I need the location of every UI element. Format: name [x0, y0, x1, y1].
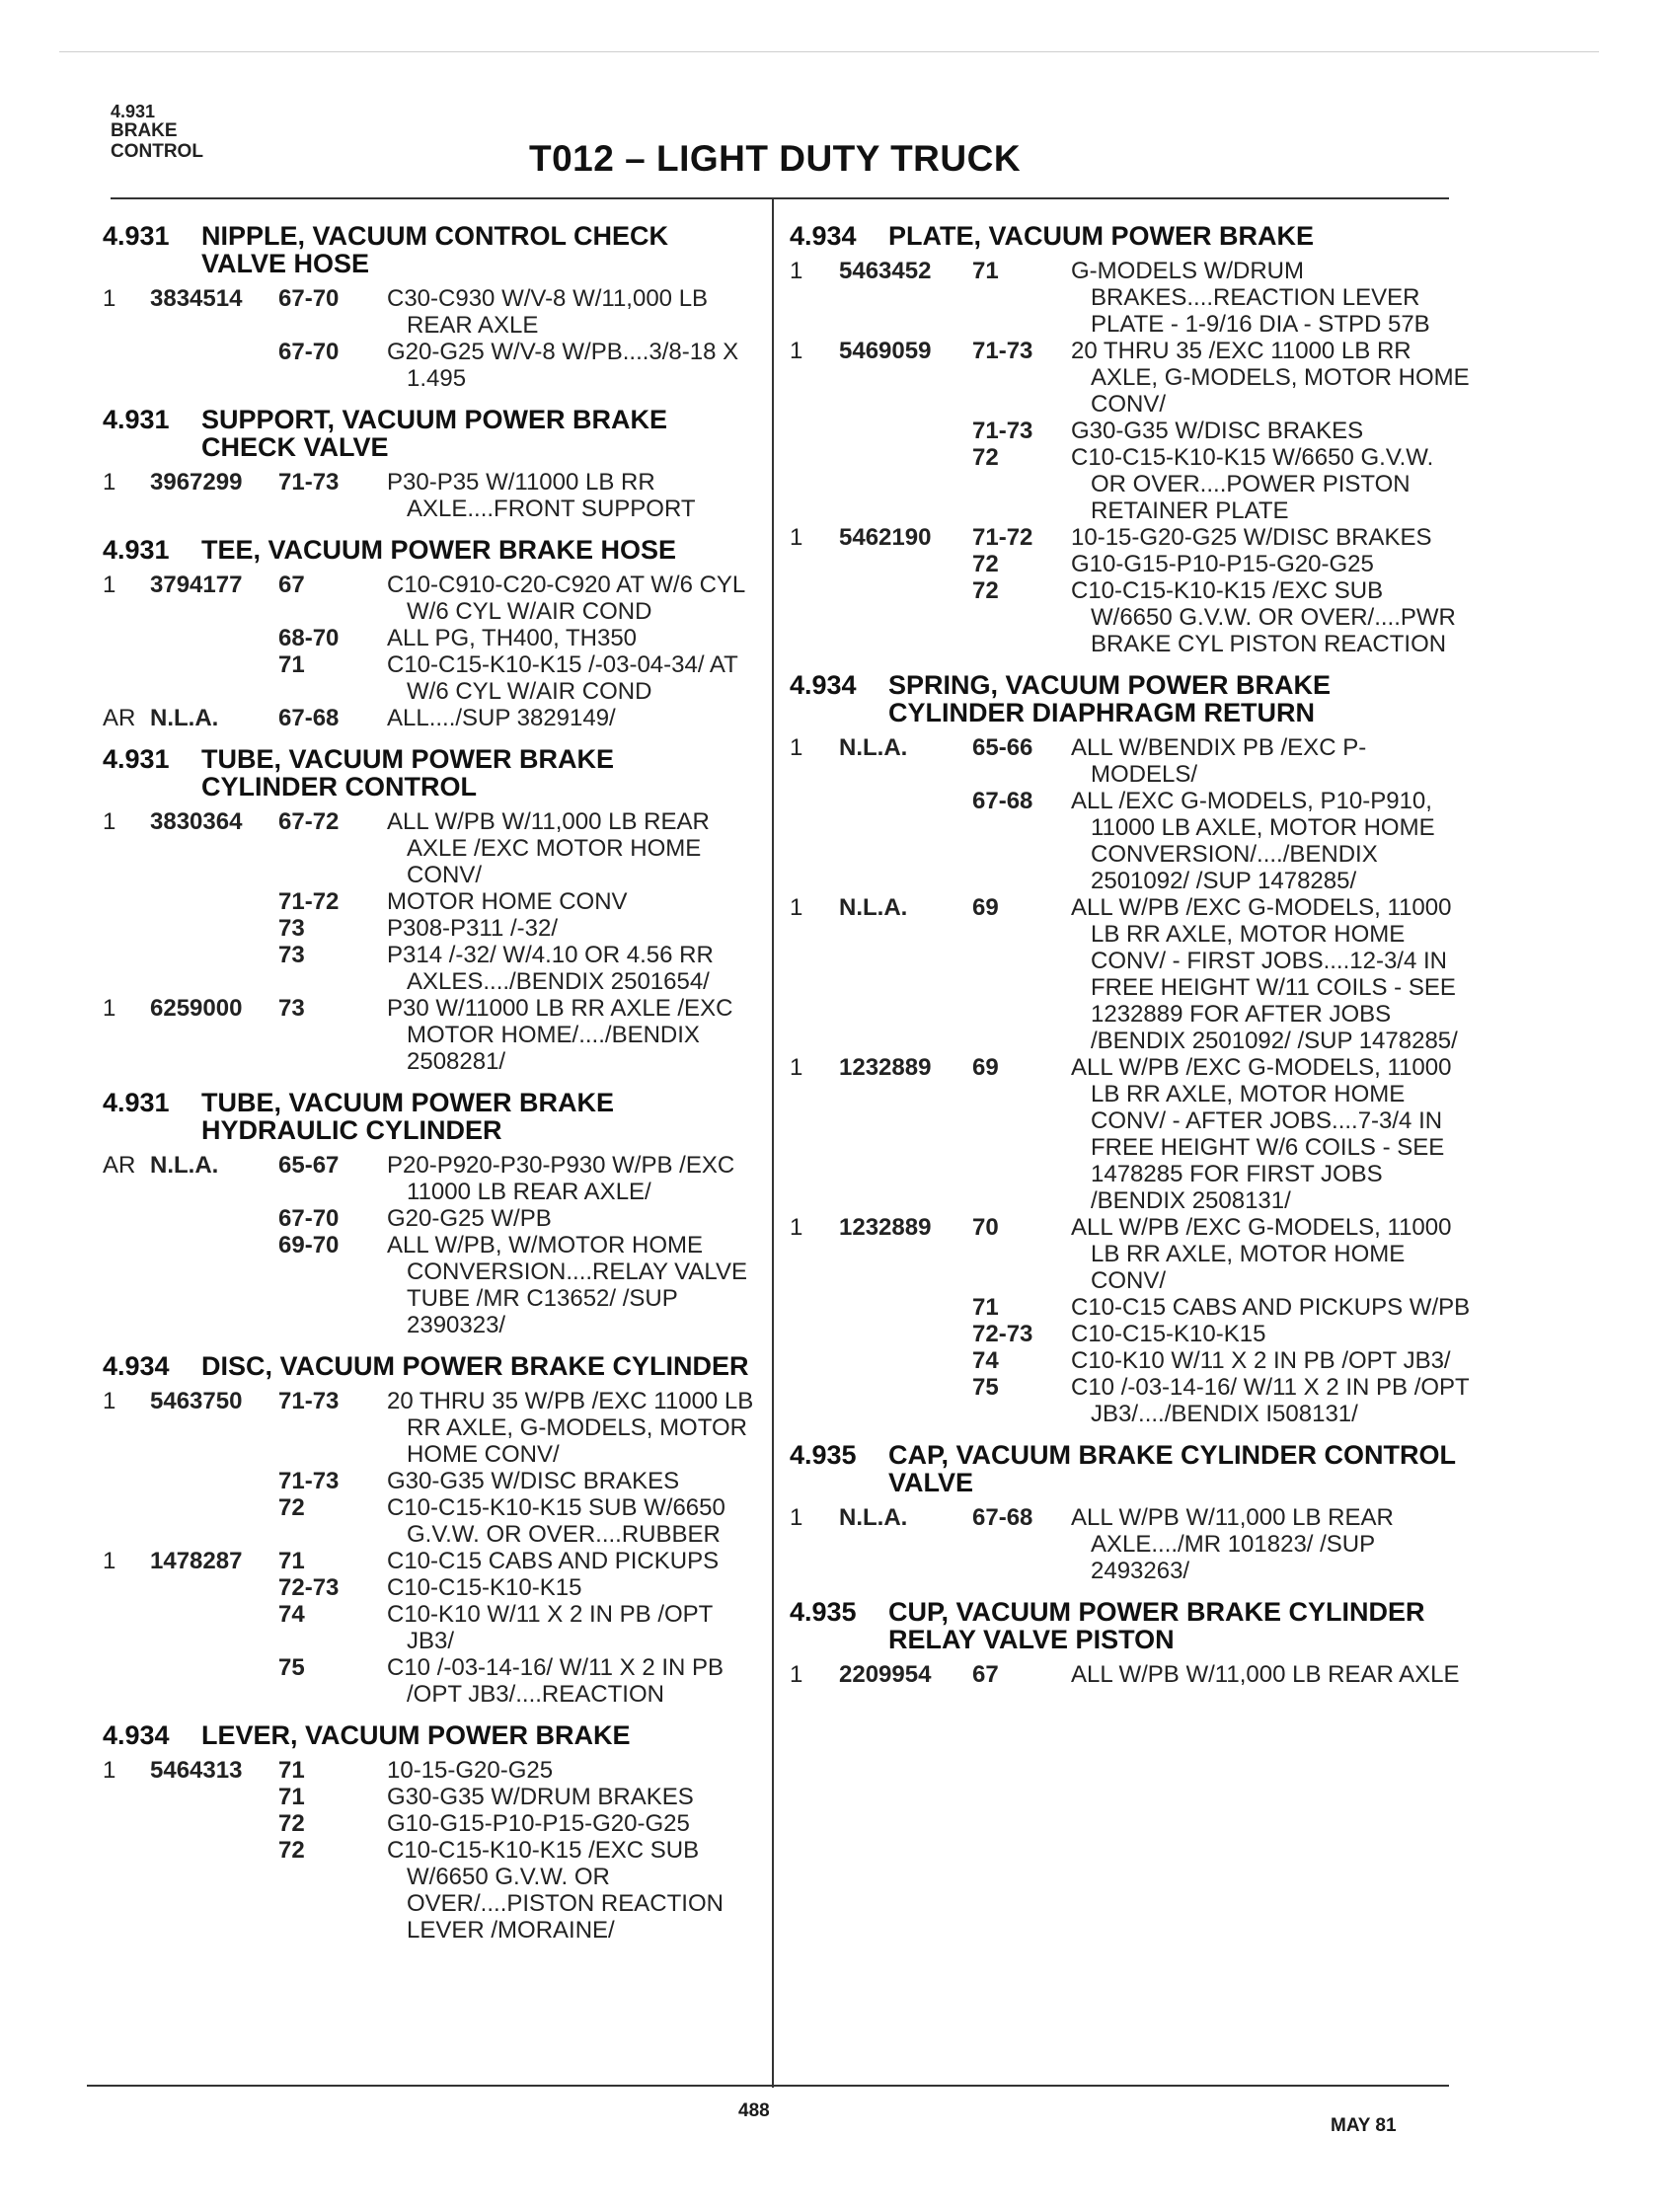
group-title: TEE, VACUUM POWER BRAKE HOSE	[201, 535, 677, 565]
part-number-cell: 5463750	[150, 1388, 243, 1414]
qty-cell: 1	[790, 258, 803, 284]
part-row	[103, 995, 754, 1075]
page-number: 488	[738, 2100, 770, 2121]
part-row	[790, 1347, 1471, 1374]
description-cell: P314 /-32/ W/4.10 OR 4.56 RR AXLES..../BENDIX 2501654/	[387, 942, 714, 995]
qty-cell	[103, 1574, 150, 1601]
group-code: 4.934	[790, 221, 857, 251]
part-row	[790, 1214, 1471, 1294]
part-number-cell	[150, 651, 278, 705]
part-number-cell: 3794177	[150, 572, 243, 598]
parts-group	[103, 1352, 754, 1708]
left-column	[103, 222, 754, 1957]
group-code: 4.931	[103, 221, 170, 251]
part-row	[790, 1661, 1471, 1688]
part-number-cell	[150, 339, 278, 392]
page-title: T012 – LIGHT DUTY TRUCK	[529, 138, 1022, 179]
part-number-cell: 3830364	[150, 808, 243, 835]
part-number-cell	[150, 625, 278, 651]
part-number-cell: 5464313	[150, 1757, 243, 1784]
qty-cell	[103, 1601, 150, 1654]
years-cell: 72	[972, 551, 999, 577]
years-cell: 73	[278, 915, 305, 942]
group-title: CUP, VACUUM POWER BRAKE CYLINDER RELAY VALVE PISTON	[888, 1597, 1425, 1654]
years-cell: 72	[972, 444, 999, 471]
qty-cell	[790, 1374, 839, 1427]
qty-cell: 1	[103, 1757, 116, 1784]
years-cell: 74	[972, 1347, 999, 1374]
part-row	[790, 444, 1471, 524]
part-number-cell	[839, 788, 972, 894]
qty-cell	[103, 1810, 150, 1837]
qty-cell	[790, 444, 839, 524]
part-number-cell	[150, 1837, 278, 1944]
group-code: 4.935	[790, 1440, 857, 1470]
part-number-cell: N.L.A.	[839, 894, 908, 921]
description-cell: P308-P311 /-32/	[387, 915, 559, 942]
qty-cell: 1	[103, 1548, 116, 1574]
description-cell: ALL W/PB W/11,000 LB REAR AXLE	[1071, 1661, 1460, 1688]
part-number-cell: 1232889	[839, 1214, 932, 1241]
part-row	[103, 1810, 754, 1837]
description-cell: 10-15-G20-G25	[387, 1757, 554, 1784]
column-divider	[772, 197, 774, 2088]
part-row	[790, 1294, 1471, 1321]
description-cell: MOTOR HOME CONV	[387, 888, 628, 915]
part-row	[103, 572, 754, 625]
group-title: SPRING, VACUUM POWER BRAKE CYLINDER DIAPHRAGM RETURN	[888, 670, 1332, 727]
parts-group	[103, 1089, 754, 1338]
years-cell: 71-72	[972, 524, 1033, 551]
part-number-cell	[150, 1784, 278, 1810]
description-cell: ALL..../SUP 3829149/	[387, 705, 616, 731]
group-header	[790, 1441, 1471, 1496]
years-cell: 72	[278, 1810, 305, 1837]
part-number-cell	[839, 418, 972, 444]
qty-cell: AR	[103, 705, 136, 731]
part-number-cell	[839, 1374, 972, 1427]
qty-cell	[103, 1205, 150, 1232]
qty-cell	[103, 888, 150, 915]
description-cell: ALL W/BENDIX PB /EXC P-MODELS/	[1071, 734, 1367, 788]
years-cell: 71	[278, 1784, 305, 1810]
part-row	[103, 1784, 754, 1810]
years-cell: 69-70	[278, 1232, 340, 1259]
part-row	[103, 1468, 754, 1494]
qty-cell	[103, 1468, 150, 1494]
qty-cell: AR	[103, 1152, 136, 1179]
group-title: PLATE, VACUUM POWER BRAKE	[888, 221, 1314, 251]
part-row	[790, 524, 1471, 551]
group-code: 4.935	[790, 1597, 857, 1627]
parts-group	[103, 222, 754, 392]
group-code: 4.931	[103, 405, 170, 434]
years-cell: 69	[972, 894, 999, 921]
group-header	[790, 1598, 1471, 1653]
years-cell: 67-68	[972, 788, 1033, 814]
description-cell: ALL W/PB /EXC G-MODELS, 11000 LB RR AXLE, MOTOR HOME CONV/ - FIRST JOBS....12-3/4 IN FREE HEIGHT W/11 COILS - SEE 1232889 FOR AFTER JOBS /BENDIX 2501092/ /SUP 1478285/	[1071, 894, 1458, 1054]
part-number-cell	[150, 1205, 278, 1232]
qty-cell: 1	[790, 1054, 803, 1081]
description-cell: C30-C930 W/V-8 W/11,000 LB REAR AXLE	[387, 285, 709, 339]
description-cell: C10-C910-C20-C920 AT W/6 CYL W/6 CYL W/AIR COND	[387, 572, 745, 625]
years-cell: 67-70	[278, 1205, 340, 1232]
group-header	[790, 222, 1471, 250]
description-cell: C10-C15 CABS AND PICKUPS	[387, 1548, 720, 1574]
part-row	[103, 625, 754, 651]
part-row	[103, 285, 754, 339]
part-number-cell	[150, 1654, 278, 1708]
part-row	[790, 1321, 1471, 1347]
part-number-cell	[150, 1574, 278, 1601]
group-title: SUPPORT, VACUUM POWER BRAKE CHECK VALVE	[201, 405, 668, 462]
part-row	[103, 1757, 754, 1784]
years-cell: 67-72	[278, 808, 340, 835]
years-cell: 71-73	[278, 1388, 340, 1414]
qty-cell	[103, 1784, 150, 1810]
description-cell: C10-C15-K10-K15 /EXC SUB W/6650 G.V.W. OR OVER/....PWR BRAKE CYL PISTON REACTION	[1071, 577, 1456, 657]
qty-cell: 1	[103, 469, 116, 496]
section-name-line1: BRAKE	[111, 120, 178, 141]
part-row	[103, 1837, 754, 1944]
years-cell: 74	[278, 1601, 305, 1628]
part-number-cell: N.L.A.	[150, 1152, 219, 1179]
part-row	[103, 1654, 754, 1708]
group-code: 4.934	[103, 1351, 170, 1381]
part-row	[790, 1374, 1471, 1427]
years-cell: 71-72	[278, 888, 340, 915]
years-cell: 72	[278, 1837, 305, 1864]
qty-cell: 1	[790, 1661, 803, 1688]
years-cell: 71	[278, 1548, 305, 1574]
qty-cell	[790, 1294, 839, 1321]
description-cell: ALL W/PB W/11,000 LB REAR AXLE /EXC MOTOR HOME CONV/	[387, 808, 710, 888]
qty-cell: 1	[790, 1214, 803, 1241]
description-cell: C10 /-03-14-16/ W/11 X 2 IN PB /OPT JB3/....REACTION	[387, 1654, 725, 1708]
part-number-cell	[839, 1347, 972, 1374]
description-cell: G30-G35 W/DISC BRAKES	[387, 1468, 680, 1494]
part-number-cell: 5463452	[839, 258, 932, 284]
parts-group	[790, 222, 1471, 657]
description-cell: C10-C15-K10-K15 /-03-04-34/ AT W/6 CYL W/AIR COND	[387, 651, 738, 705]
part-row	[103, 1494, 754, 1548]
description-cell: ALL W/PB, W/MOTOR HOME CONVERSION....RELAY VALVE TUBE /MR C13652/ /SUP 2390323/	[387, 1232, 747, 1338]
qty-cell	[103, 1494, 150, 1548]
part-row	[790, 577, 1471, 657]
years-cell: 71-73	[278, 1468, 340, 1494]
group-title: TUBE, VACUUM POWER BRAKE HYDRAULIC CYLINDER	[201, 1088, 614, 1145]
qty-cell	[103, 1232, 150, 1338]
years-cell: 71	[972, 1294, 999, 1321]
years-cell: 71	[278, 1757, 305, 1784]
description-cell: ALL /EXC G-MODELS, P10-P910, 11000 LB AXLE, MOTOR HOME CONVERSION/..../BENDIX 2501092/ /SUP 1478285/	[1071, 788, 1435, 894]
group-header	[103, 1352, 754, 1380]
years-cell: 73	[278, 995, 305, 1022]
years-cell: 67-68	[972, 1504, 1033, 1531]
qty-cell: 1	[790, 734, 803, 761]
part-row	[103, 942, 754, 995]
parts-group	[103, 536, 754, 731]
years-cell: 67-70	[278, 285, 340, 312]
parts-group	[790, 1441, 1471, 1584]
description-cell: 20 THRU 35 W/PB /EXC 11000 LB RR AXLE, G-MODELS, MOTOR HOME CONV/	[387, 1388, 754, 1468]
qty-cell: 1	[103, 285, 116, 312]
description-cell: G20-G25 W/V-8 W/PB....3/8-18 X 1.495	[387, 339, 739, 392]
part-number-cell	[150, 1468, 278, 1494]
qty-cell	[103, 1837, 150, 1944]
years-cell: 72-73	[972, 1321, 1033, 1347]
description-cell: C10-K10 W/11 X 2 IN PB /OPT JB3/	[387, 1601, 713, 1654]
description-cell: G10-G15-P10-P15-G20-G25	[387, 1810, 690, 1837]
qty-cell	[790, 1347, 839, 1374]
years-cell: 67-68	[278, 705, 340, 731]
description-cell: ALL W/PB /EXC G-MODELS, 11000 LB RR AXLE, MOTOR HOME CONV/ - AFTER JOBS....7-3/4 IN FREE HEIGHT W/6 COILS - SEE 1478285 FOR FIRST JOBS /BENDIX 2508131/	[1071, 1054, 1452, 1214]
group-title: NIPPLE, VACUUM CONTROL CHECK VALVE HOSE	[201, 221, 669, 278]
description-cell: 20 THRU 35 /EXC 11000 LB RR AXLE, G-MODELS, MOTOR HOME CONV/	[1071, 338, 1470, 418]
years-cell: 71	[972, 258, 999, 284]
section-number: 4.931	[111, 102, 156, 121]
qty-cell: 1	[790, 524, 803, 551]
part-number-cell	[839, 577, 972, 657]
qty-cell: 1	[103, 808, 116, 835]
group-code: 4.934	[103, 1720, 170, 1750]
right-column	[790, 222, 1471, 1702]
description-cell: P30 W/11000 LB RR AXLE /EXC MOTOR HOME/..../BENDIX 2508281/	[387, 995, 733, 1075]
description-cell: C10-C15 CABS AND PICKUPS W/PB	[1071, 1294, 1471, 1321]
description-cell: ALL W/PB W/11,000 LB REAR AXLE..../MR 101823/ /SUP 2493263/	[1071, 1504, 1394, 1584]
part-row	[103, 888, 754, 915]
qty-cell	[103, 339, 150, 392]
group-header	[103, 536, 754, 564]
qty-cell	[103, 625, 150, 651]
qty-cell	[790, 551, 839, 577]
qty-cell	[103, 942, 150, 995]
years-cell: 67	[972, 1661, 999, 1688]
part-row	[103, 339, 754, 392]
group-header	[103, 406, 754, 461]
part-row	[790, 788, 1471, 894]
part-number-cell	[839, 1294, 972, 1321]
part-row	[103, 1548, 754, 1574]
group-header	[103, 1721, 754, 1749]
part-row	[790, 1054, 1471, 1214]
header-rule	[111, 197, 1449, 199]
parts-group	[790, 671, 1471, 1427]
years-cell: 68-70	[278, 625, 340, 651]
part-row	[790, 338, 1471, 418]
qty-cell: 1	[790, 894, 803, 921]
part-row	[103, 915, 754, 942]
group-header	[103, 222, 754, 277]
years-cell: 65-67	[278, 1152, 340, 1179]
years-cell: 75	[278, 1654, 305, 1681]
years-cell: 65-66	[972, 734, 1033, 761]
part-row	[103, 651, 754, 705]
years-cell: 71-73	[972, 418, 1033, 444]
years-cell: 72	[972, 577, 999, 604]
part-row	[103, 1152, 754, 1205]
description-cell: C10 /-03-14-16/ W/11 X 2 IN PB /OPT JB3/..../BENDIX I508131/	[1071, 1374, 1470, 1427]
part-number-cell: 1232889	[839, 1054, 932, 1081]
years-cell: 67	[278, 572, 305, 598]
group-header	[103, 1089, 754, 1144]
group-title: DISC, VACUUM POWER BRAKE CYLINDER	[201, 1351, 749, 1381]
part-row	[103, 808, 754, 888]
description-cell: ALL PG, TH400, TH350	[387, 625, 638, 651]
part-row	[103, 469, 754, 522]
part-number-cell	[150, 942, 278, 995]
years-cell: 72-73	[278, 1574, 340, 1601]
description-cell: C10-C15-K10-K15 /EXC SUB W/6650 G.V.W. OR OVER/....PISTON REACTION LEVER /MORAINE/	[387, 1837, 724, 1944]
part-number-cell	[150, 1810, 278, 1837]
qty-cell: 1	[790, 338, 803, 364]
group-code: 4.931	[103, 1088, 170, 1117]
date-label: MAY 81	[1331, 2115, 1397, 2136]
years-cell: 67-70	[278, 339, 340, 365]
years-cell: 75	[972, 1374, 999, 1401]
description-cell: ALL W/PB /EXC G-MODELS, 11000 LB RR AXLE, MOTOR HOME CONV/	[1071, 1214, 1452, 1294]
description-cell: G20-G25 W/PB	[387, 1205, 552, 1232]
qty-cell	[103, 915, 150, 942]
part-row	[790, 734, 1471, 788]
qty-cell	[103, 651, 150, 705]
description-cell: C10-C15-K10-K15	[1071, 1321, 1266, 1347]
group-title: CAP, VACUUM BRAKE CYLINDER CONTROL VALVE	[888, 1440, 1456, 1497]
description-cell: P30-P35 W/11000 LB RR AXLE....FRONT SUPPORT	[387, 469, 696, 522]
part-number-cell	[839, 1321, 972, 1347]
years-cell: 72	[278, 1494, 305, 1521]
part-number-cell	[839, 551, 972, 577]
years-cell: 69	[972, 1054, 999, 1081]
part-row	[790, 418, 1471, 444]
group-code: 4.931	[103, 535, 170, 565]
part-number-cell: 3834514	[150, 285, 243, 312]
years-cell: 71-73	[278, 469, 340, 496]
qty-cell	[790, 577, 839, 657]
qty-cell	[790, 788, 839, 894]
part-number-cell: 6259000	[150, 995, 243, 1022]
part-row	[790, 551, 1471, 577]
years-cell: 71	[278, 651, 305, 678]
group-title: TUBE, VACUUM POWER BRAKE CYLINDER CONTROL	[201, 744, 614, 801]
description-cell: 10-15-G20-G25 W/DISC BRAKES	[1071, 524, 1432, 551]
part-row	[103, 1388, 754, 1468]
part-row	[790, 894, 1471, 1054]
years-cell: 73	[278, 942, 305, 968]
part-row	[790, 258, 1471, 338]
part-number-cell: 5462190	[839, 524, 932, 551]
description-cell: G10-G15-P10-P15-G20-G25	[1071, 551, 1374, 577]
part-number-cell	[839, 444, 972, 524]
description-cell: G30-G35 W/DISC BRAKES	[1071, 418, 1364, 444]
parts-group	[103, 1721, 754, 1944]
qty-cell: 1	[103, 1388, 116, 1414]
footer-rule	[87, 2085, 1449, 2087]
qty-cell: 1	[103, 995, 116, 1022]
group-code: 4.934	[790, 670, 857, 700]
part-row	[103, 1574, 754, 1601]
part-row	[103, 705, 754, 731]
section-name-line2: CONTROL	[111, 141, 203, 162]
part-number-cell: N.L.A.	[839, 1504, 908, 1531]
part-number-cell: N.L.A.	[150, 705, 219, 731]
part-number-cell	[150, 915, 278, 942]
qty-cell: 1	[103, 572, 116, 598]
part-row	[103, 1601, 754, 1654]
scan-artifact-top	[59, 51, 1599, 52]
description-cell: C10-C15-K10-K15	[387, 1574, 582, 1601]
group-header	[790, 671, 1471, 726]
group-title: LEVER, VACUUM POWER BRAKE	[201, 1720, 631, 1750]
part-row	[103, 1232, 754, 1338]
group-header	[103, 745, 754, 801]
years-cell: 71-73	[972, 338, 1033, 364]
parts-group	[103, 406, 754, 522]
qty-cell	[103, 1654, 150, 1708]
part-number-cell	[150, 888, 278, 915]
part-number-cell: 1478287	[150, 1548, 243, 1574]
description-cell: C10-C15-K10-K15 SUB W/6650 G.V.W. OR OVER....RUBBER	[387, 1494, 725, 1548]
part-number-cell	[150, 1601, 278, 1654]
qty-cell: 1	[790, 1504, 803, 1531]
description-cell: P20-P920-P30-P930 W/PB /EXC 11000 LB REAR AXLE/	[387, 1152, 735, 1205]
qty-cell	[790, 1321, 839, 1347]
qty-cell	[790, 418, 839, 444]
description-cell: G30-G35 W/DRUM BRAKES	[387, 1784, 694, 1810]
description-cell: C10-K10 W/11 X 2 IN PB /OPT JB3/	[1071, 1347, 1451, 1374]
years-cell: 70	[972, 1214, 999, 1241]
parts-group	[790, 1598, 1471, 1688]
part-number-cell: 5469059	[839, 338, 932, 364]
description-cell: C10-C15-K10-K15 W/6650 G.V.W. OR OVER....POWER PISTON RETAINER PLATE	[1071, 444, 1434, 524]
description-cell: G-MODELS W/DRUM BRAKES....REACTION LEVER PLATE - 1-9/16 DIA - STPD 57B	[1071, 258, 1430, 338]
parts-group	[103, 745, 754, 1075]
part-number-cell: 2209954	[839, 1661, 932, 1688]
part-row	[790, 1504, 1471, 1584]
part-number-cell: N.L.A.	[839, 734, 908, 761]
part-row	[103, 1205, 754, 1232]
part-number-cell: 3967299	[150, 469, 243, 496]
group-code: 4.931	[103, 744, 170, 774]
part-number-cell	[150, 1494, 278, 1548]
part-number-cell	[150, 1232, 278, 1338]
